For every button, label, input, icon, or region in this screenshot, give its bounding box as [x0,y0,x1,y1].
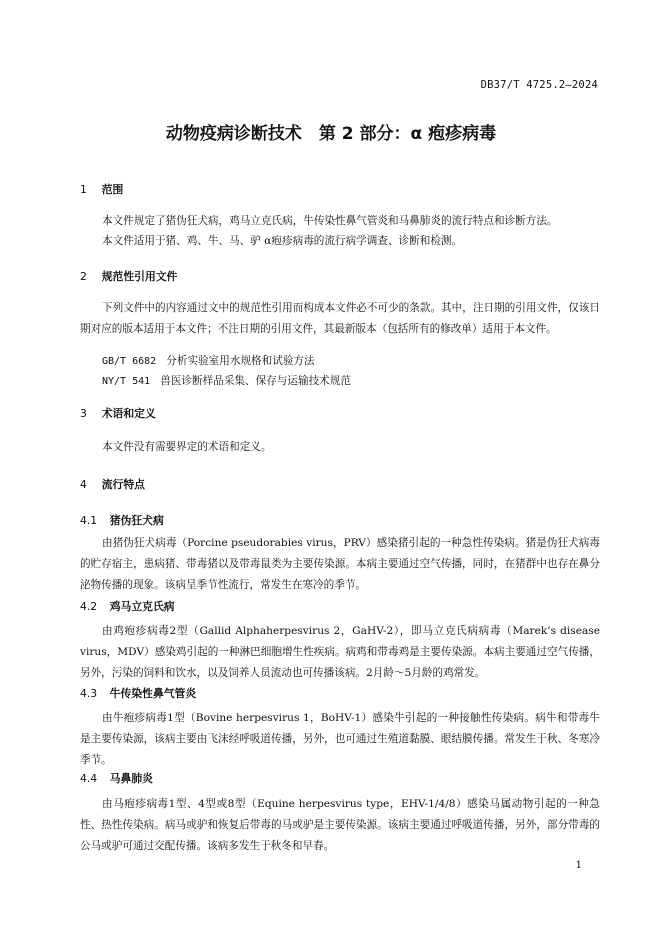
section-3-paragraph-1: 本文件没有需要界定的术语和定义。 [102,441,272,453]
subsection-number: 4.2 [80,600,98,613]
section-title: 术语和定义 [101,407,156,420]
subsection-number: 4.3 [80,687,98,700]
section-3-heading [80,406,156,421]
subsection-title: 鸡马立克氏病 [109,600,175,613]
reference-title: 兽医诊断样品采集、保存与运输技术规范 [160,375,351,387]
subsection-4-2-heading [80,599,175,614]
section-number: 1 [80,183,87,196]
subsection-4-1-text: 由猪伪狂犬病毒（Porcine pseudorabies virus，PRV）感染猪引起的一种急性传染病。猪是伪狂犬病毒的贮存宿主，患病猪、带毒猪以及带毒鼠类为主要传染源。本病主要通过空气传播，同时，在猪群中也存在鼻分泌物传播的现象。该病呈季节性流行，常发生在寒冷的季节。 [80,537,600,591]
section-1-paragraph-1: 本文件规定了猪伪狂犬病，鸡马立克氏病，牛传染性鼻气管炎和马鼻肺炎的流行特点和诊断方法。 [102,215,558,227]
subsection-4-1-heading [80,513,164,528]
subsection-4-2-text: 由鸡疱疹病毒2型（Gallid Alphaherpesvirus 2，GaHV-2），即马立克氏病病毒（Marek’s disease virus，MDV）感染鸡引起的一种淋巴细胞增生性疾病。病鸡和带毒鸡是主要传染源。本病主要通过空气传播，另外，污染的饲料和饮水，以及饲养人员流动也可传播该病。2月龄～5月龄的鸡常发。 [80,625,600,679]
subsection-title: 牛传染性鼻气管炎 [109,687,197,700]
section-title: 流行特点 [101,478,145,491]
subsection-4-3-heading [80,686,196,701]
standard-code: DB37/T 4725.2—2024 [480,79,598,91]
section-4-heading [80,477,145,492]
section-1-heading [80,182,123,197]
reference-code: GB/T 6682 [102,356,157,367]
subsection-number: 4.1 [80,514,98,527]
subsection-4-4-text: 由马疱疹病毒1型、4型或8型（Equine herpesvirus type，EHV-1/4/8）感染马属动物引起的一种急性、热性传染病。病马或驴和恢复后带毒的马或驴是主要传染源。该病主要通过呼吸道传播，另外，部分带毒的公马或驴可通过交配传播。该病多发生于秋冬和早春。 [80,798,600,852]
section-title: 规范性引用文件 [101,270,178,283]
subsection-title: 猪伪狂犬病 [109,514,164,527]
section-2-paragraph-1: 下列文件中的内容通过文中的规范性引用而构成本文件必不可少的条款。其中，注日期的引用文件，仅该日期对应的版本适用于本文件；不注日期的引用文件，其最新版本（包括所有的修改单）适用于本文件。 [80,302,600,335]
subsection-title: 马鼻肺炎 [109,772,153,785]
reference-code: NY/T 541 [102,376,151,387]
section-number: 3 [80,407,87,420]
section-1-paragraph-2: 本文件适用于猪、鸡、牛、马、驴 α疱疹病毒的流行病学调查、诊断和检测。 [102,235,463,247]
section-title: 范围 [101,183,124,196]
reference-item [102,371,351,392]
section-2-heading [80,269,177,284]
section-number: 2 [80,270,87,283]
subsection-4-3-text: 由牛疱疹病毒1型（Bovine herpesvirus 1，BoHV-1）感染牛引起的一种接触性传染病。病牛和带毒牛是主要传染源，该病主要由飞沫经呼吸道传播，另外，也可通过生殖道黏膜、眼结膜传播。常发生于秋、冬寒冷季节。 [80,712,600,766]
document-title: 动物疫病诊断技术 第 2 部分：α 疱疹病毒 [165,124,497,144]
page-number: 1 [575,860,582,871]
reference-title: 分析实验室用水规格和试验方法 [166,355,315,367]
subsection-number: 4.4 [80,772,98,785]
subsection-4-4-heading [80,771,153,786]
reference-item [102,351,315,372]
section-number: 4 [80,478,87,491]
